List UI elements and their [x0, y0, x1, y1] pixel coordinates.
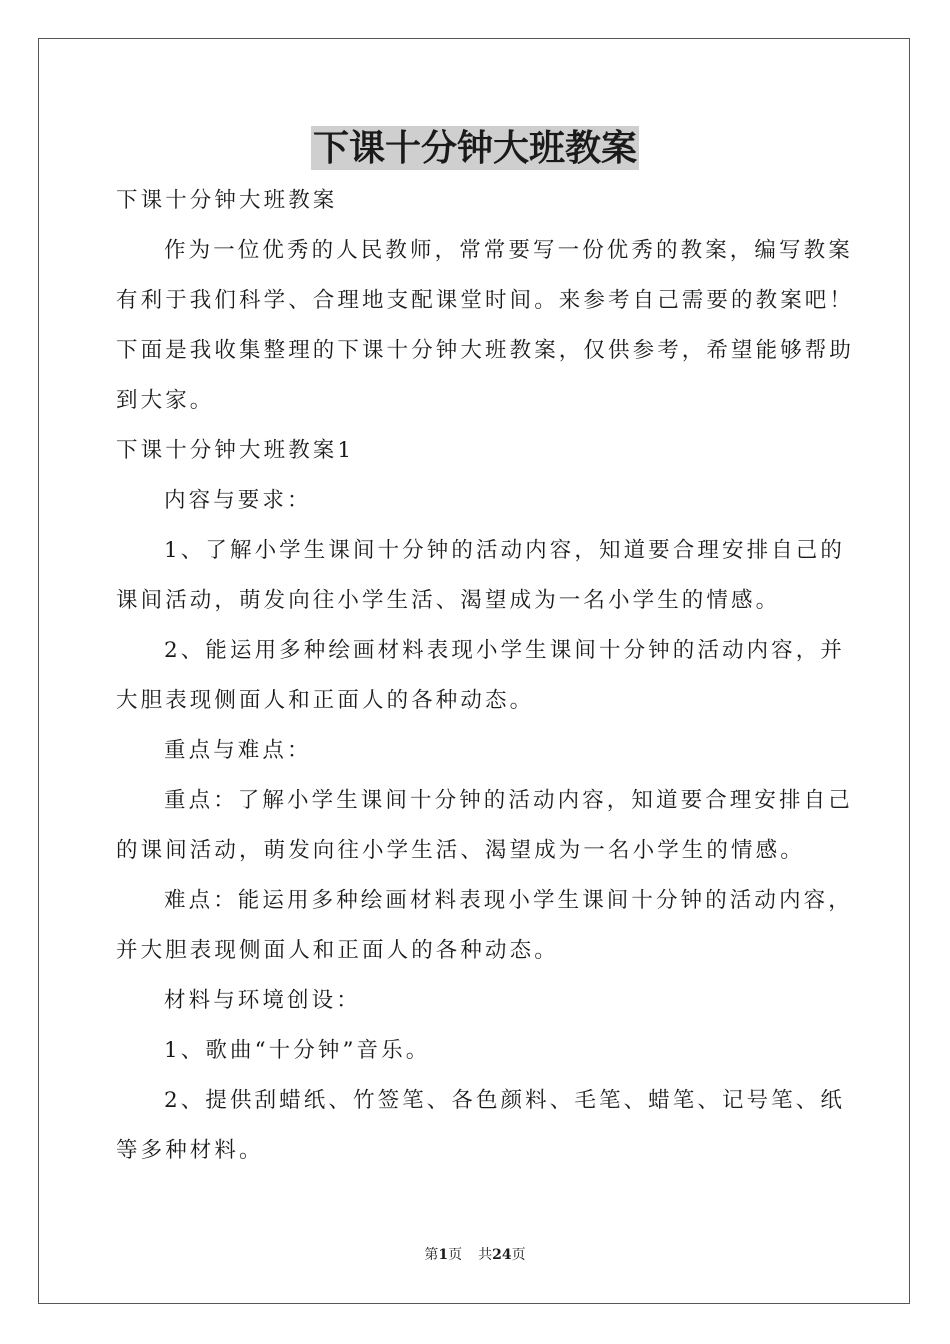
body-line: 等多种材料。 [116, 1138, 264, 1163]
document-title: 下课十分钟大班教案 [312, 127, 637, 169]
footer-page-number: 1 [438, 1247, 449, 1263]
body-line: 1、歌曲“十分钟”音乐。 [164, 1038, 431, 1063]
body-line: 下面是我收集整理的下课十分钟大班教案，仅供参考，希望能够帮助 [116, 338, 855, 363]
section-heading: 下课十分钟大班教案1 [116, 438, 355, 463]
body-line: 作为一位优秀的人民教师，常常要写一份优秀的教案，编写教案 [164, 238, 853, 263]
body-line: 1、了解小学生课间十分钟的活动内容，知道要合理安排自己的 [164, 538, 845, 563]
body-line: 并大胆表现侧面人和正面人的各种动态。 [116, 938, 559, 963]
footer-total-suffix: 页 [511, 1247, 526, 1263]
body-line: 课间活动，萌发向往小学生活、渴望成为一名小学生的情感。 [116, 588, 781, 613]
body-line: 大胆表现侧面人和正面人的各种动态。 [116, 688, 535, 713]
body-line: 材料与环境创设： [164, 988, 361, 1013]
body-line: 重点与难点： [164, 738, 312, 763]
footer-total-prefix: 共 [478, 1247, 493, 1263]
body-line: 内容与要求： [164, 488, 312, 513]
body-line: 2、提供刮蜡纸、竹签笔、各色颜料、毛笔、蜡笔、记号笔、纸 [164, 1088, 845, 1113]
body-line: 重点：了解小学生课间十分钟的活动内容，知道要合理安排自己 [164, 788, 853, 813]
footer-total-pages: 24 [492, 1247, 512, 1263]
body-line: 下课十分钟大班教案 [116, 188, 338, 213]
footer-page-suffix: 页 [448, 1247, 463, 1263]
document-body [116, 176, 855, 1176]
page-footer [0, 1244, 950, 1264]
body-line: 难点：能运用多种绘画材料表现小学生课间十分钟的活动内容， [164, 888, 853, 913]
body-line: 到大家。 [116, 388, 215, 413]
body-line: 有利于我们科学、合理地支配课堂时间。来参考自己需要的教案吧！ [116, 288, 855, 313]
title-wrap [0, 126, 950, 170]
body-line: 2、能运用多种绘画材料表现小学生课间十分钟的活动内容，并 [164, 638, 845, 663]
body-line: 的课间活动，萌发向往小学生活、渴望成为一名小学生的情感。 [116, 838, 805, 863]
footer-page-prefix: 第 [424, 1247, 439, 1263]
